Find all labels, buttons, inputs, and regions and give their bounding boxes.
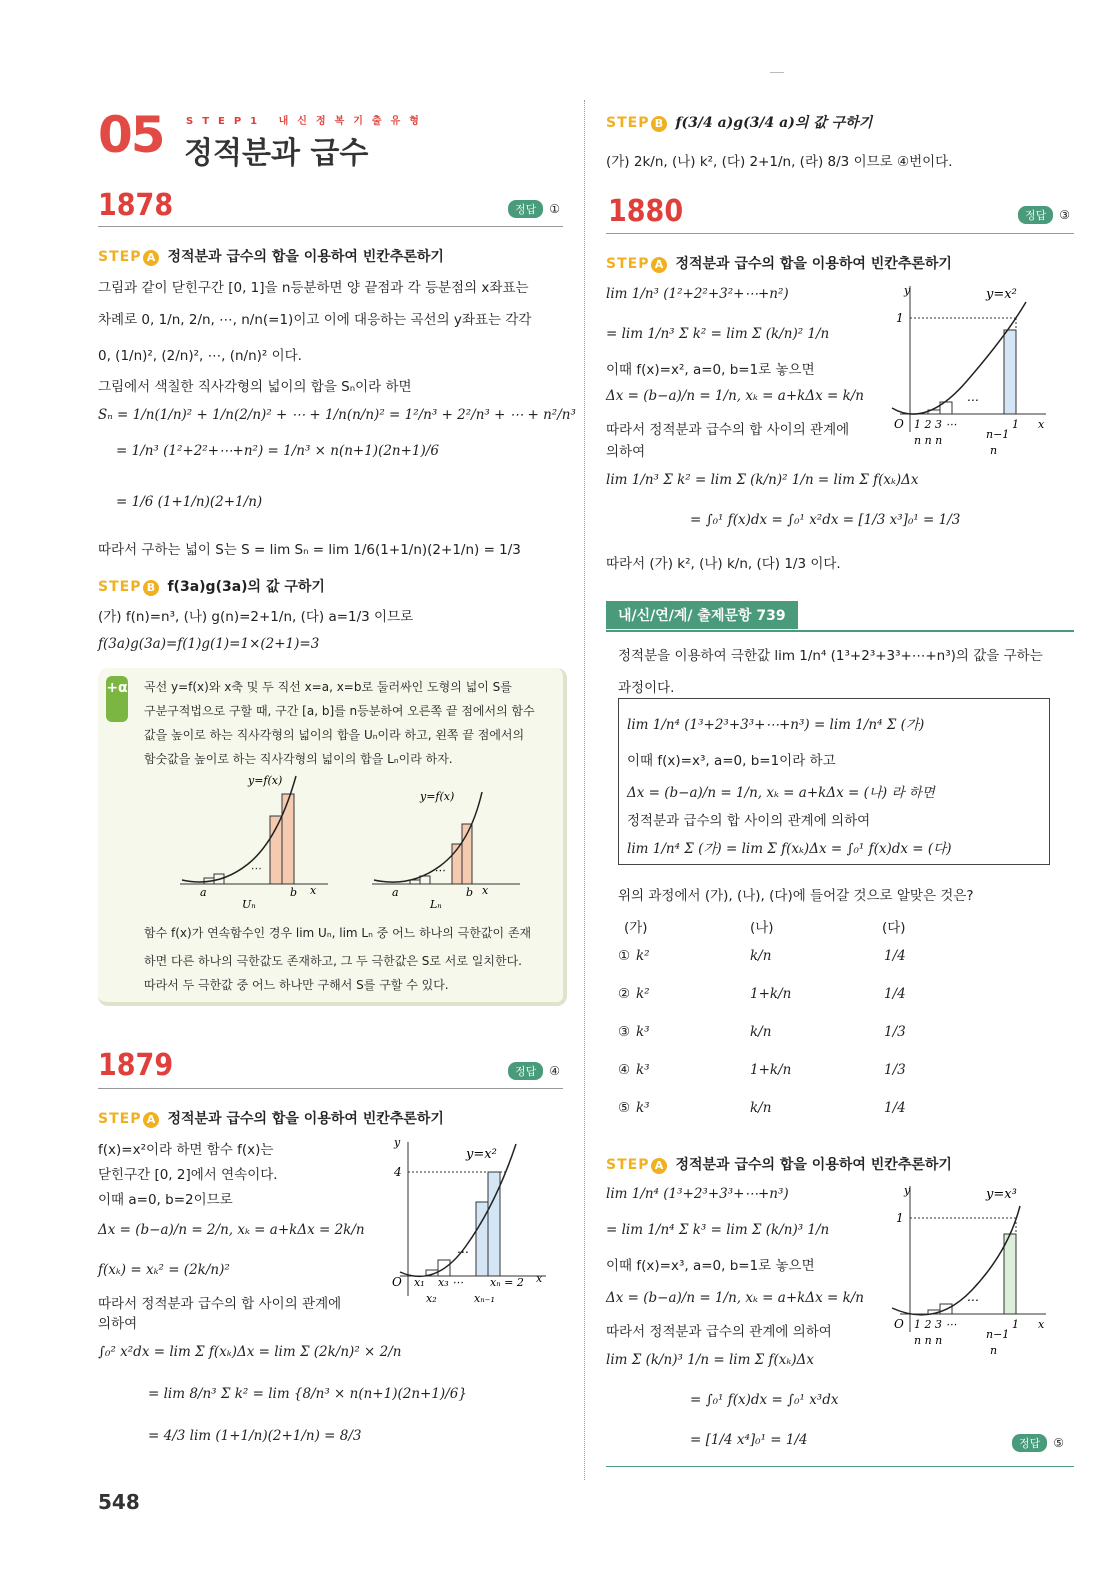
step-tag: STEP [606,1157,650,1173]
step-a-1878 [98,246,444,266]
step-tag: STEP [98,1111,142,1127]
text-line: 이때 f(x)=x³, a=0, b=1로 놓으면 [606,1258,815,1274]
choice-da: 1/4 [884,1100,906,1116]
page-number: 548 [98,1490,140,1514]
step-a-link [606,1154,952,1174]
text-line: 이때 f(x)=x², a=0, b=1로 놓으면 [606,362,815,378]
graph-y-value: 1 [896,311,904,325]
text-line: f(x)=x²이라 하면 함수 f(x)는 [98,1142,274,1158]
answer-badge: 정답 [508,200,543,218]
graph-curve-label: y=x² [986,287,1017,302]
tip-line: 곡선 y=f(x)와 x축 및 두 직선 x=a, x=b로 둘러싸인 도형의 넓이 S를 [144,680,512,694]
svg-text:⋯: ⋯ [434,864,445,877]
answer-value: ④ [549,1064,561,1078]
choice-da: 1/4 [884,948,906,964]
step-title: f(3a)g(3a)의 값 구하기 [167,579,325,595]
svg-text:O: O [392,1275,402,1289]
tip-line: 따라서 두 극한값 중 어느 하나만 구해서 S를 구할 수 있다. [144,978,449,992]
problem-number-1880: 1880 [608,194,684,229]
text-line: 따라서 정적분과 급수의 합 사이의 관계에 [98,1296,342,1312]
choice-na: k/n [750,948,772,964]
tip-line: 구분구적법으로 구할 때, 구간 [a, b]를 n등분하여 오른쪽 끝 점에서의 함수 [144,704,535,718]
answer-badge: 정답 [1018,206,1053,224]
svg-text:⋯: ⋯ [456,1245,468,1259]
svg-text:1: 1 [1012,418,1019,431]
text-line: 정적분과 급수의 합 사이의 관계에 의하여 [627,813,871,829]
answer-badge: 정답 [1012,1434,1047,1452]
chapter-title: 정적분과 급수 [184,136,369,171]
svg-text:x: x [310,884,317,897]
tip-line: 함숫값을 높이로 하는 직사각형의 넓이의 합을 Lₙ이라 하자. [144,752,453,766]
equation-line: f(3a)g(3a)=f(1)g(1)=1×(2+1)=3 [98,636,320,652]
equation-line: lim Σ (k/n)³ 1/n = lim Σ f(xₖ)Δx [606,1352,814,1368]
tip-line: 함수 f(x)가 연속함수인 경우 lim Uₙ, lim Lₙ 중 어느 하나의 극한값이 존재 [144,926,532,940]
answer-1880 [1018,206,1070,224]
text-line: 그림에서 색칠한 직사각형의 넓이의 합을 Sₙ이라 하면 [98,379,412,395]
svg-text:y: y [904,1184,911,1197]
svg-text:b: b [466,886,474,899]
graph-link [886,1182,1062,1360]
svg-text:x: x [536,1272,543,1285]
step-letter-icon: A [651,257,667,273]
tip-line: 하면 다른 하나의 극한값도 존재하고, 그 두 극한값은 S로 서로 일치한다. [144,954,522,968]
choice-na: 1+k/n [750,1062,792,1078]
svg-text:x: x [1038,1318,1045,1331]
answer-value: ⑤ [1053,1436,1065,1450]
svg-text:y: y [904,284,911,297]
graph-curve-label: y=f(x) [248,774,283,787]
tip-line: 값을 높이로 하는 직사각형의 넓이의 합을 Uₙ이라 하고, 왼쪽 끝 점에서의 [144,728,525,742]
svg-text:1 2 3 ⋯: 1 2 3 ⋯ [914,418,957,431]
answer-1878 [508,200,560,218]
answer-link [1012,1434,1064,1452]
text-line: 닫힌구간 [0, 2]에서 연속이다. [98,1167,278,1183]
text-line: 그림과 같이 닫힌구간 [0, 1]을 n등분하면 양 끝점과 각 등분점의 x좌표는 [98,280,529,296]
problem-number-1878: 1878 [98,188,174,223]
text-line: 의하여 [606,444,646,460]
equation-line: = 1/n³ (1²+2²+⋯+n²) = 1/n³ × n(n+1)(2n+1)/6 [116,443,439,459]
choice-ga: k³ [636,1100,650,1116]
step-title: 정적분과 급수의 합을 이용하여 빈칸추론하기 [167,1111,444,1127]
choice-ga: k³ [636,1062,650,1078]
linked-problem-rule [606,630,1074,632]
choice-da: 1/4 [884,986,906,1002]
equation-line: = lim 1/n³ Σ k² = lim Σ (k/n)² 1/n [606,326,830,342]
equation-line: = ∫₀¹ f(x)dx = ∫₀¹ x³dx [690,1392,839,1408]
equation-line: = ∫₀¹ f(x)dx = ∫₀¹ x²dx = [1/3 x³]₀¹ = 1/3 [690,512,961,528]
step-title: 정적분과 급수의 합을 이용하여 빈칸추론하기 [675,1157,952,1173]
choices-table [618,916,938,1126]
equation-line: = 4/3 lim (1+1/n)(2+1/n) = 8/3 [148,1428,362,1444]
text-line: 따라서 구하는 넓이 S는 S = lim Sₙ = lim 1/6(1+1/n)(2+1/n) = 1/3 [98,542,521,558]
question-text: 위의 과정에서 (가), (나), (다)에 들어갈 것으로 알맞은 것은? [618,888,974,904]
bottom-rule [606,1466,1074,1467]
step-letter-icon: B [651,116,667,132]
svg-text:a: a [392,886,399,899]
svg-text:y: y [394,1136,401,1149]
choice-na: k/n [750,1024,772,1040]
equation-line: = [1/4 x⁴]₀¹ = 1/4 [690,1432,808,1448]
chapter-number: 05 [98,106,164,164]
problem-number-1879: 1879 [98,1048,174,1083]
text-line: 이때 f(x)=x³, a=0, b=1이라 하고 [627,753,836,769]
graph-y-value: 1 [896,1211,904,1225]
text-line: 따라서 (가) k², (나) k/n, (다) 1/3 이다. [606,556,841,572]
equation-line: f(xₖ) = xₖ² = (2k/n)² [98,1262,230,1278]
step-b-1878 [98,576,325,596]
graph-curve-label: y=f(x) [420,790,455,803]
text-line: 과정이다. [618,680,675,696]
equation-line: Δx = (b−a)/n = 1/n, xₖ = a+kΔx = (나) 라 하면 [627,785,935,801]
choice-da: 1/3 [884,1062,906,1078]
choice-ga: k² [636,948,650,964]
question-box [618,698,1050,865]
graph-y-value: 4 [394,1165,402,1179]
step-title: 정적분과 급수의 합을 이용하여 빈칸추론하기 [675,256,952,272]
equation-line: lim 1/n⁴ (1³+2³+3³+⋯+n³) [606,1186,789,1202]
svg-text:b: b [290,886,298,899]
svg-text:a: a [200,886,207,899]
step-b-1879 [606,112,872,132]
svg-text:x₂: x₂ [426,1292,437,1305]
divider-1880 [606,233,1074,234]
equation-line: lim 1/n³ Σ k² = lim Σ (k/n)² 1/n = lim Σ f(xₖ)Δx [606,472,919,488]
choice-number[interactable]: ① [618,948,631,964]
text-line: (가) f(n)=n³, (나) g(n)=2+1/n, (다) a=1/3 이므로 [98,609,414,625]
equation-line: = lim 8/n³ Σ k² = lim {8/n³ × n(n+1)(2n+1)/6} [148,1386,467,1402]
text-line: 따라서 정적분과 급수의 관계에 의하여 [606,1324,832,1340]
text-line: 차례로 0, 1/n, 2/n, ⋯, n/n(=1)이고 이에 대응하는 곡선의 y좌표는 각각 [98,312,532,328]
col-head: (가) [624,920,648,936]
svg-text:n: n [990,444,998,457]
choice-na: k/n [750,1100,772,1116]
graph-curve-label: y=x² [466,1147,497,1162]
chapter-header [98,106,558,170]
text-line: 의하여 [98,1316,138,1332]
graph-upper-sum [178,768,338,908]
step-letter-icon: A [651,1158,667,1174]
answer-value: ③ [1059,208,1071,222]
equation-line: Δx = (b−a)/n = 2/n, xₖ = a+kΔx = 2k/n [98,1222,365,1238]
choice-number[interactable]: ④ [618,1062,631,1078]
step-tag: STEP [98,579,142,595]
step-a-1879 [98,1108,444,1128]
equation-line: = 1/6 (1+1/n)(2+1/n) [116,494,263,510]
graph-lower-sum [370,788,530,908]
linked-problem-header: 내/신/연/계/ 출제문항 739 [606,601,798,629]
choice-ga: k³ [636,1024,650,1040]
text-line: (가) 2k/n, (나) k², (다) 2+1/n, (라) 8/3 이므로 ④번이다. [606,154,953,170]
step-tag: STEP [606,115,650,131]
choice-ga: k² [636,986,650,1002]
text-line: 따라서 정적분과 급수의 합 사이의 관계에 [606,422,850,438]
answer-badge: 정답 [508,1062,543,1080]
svg-text:n−1: n−1 [986,1328,1010,1341]
graph-1880 [886,282,1062,460]
graph-name: Lₙ [430,898,442,908]
equation-line: Δx = (b−a)/n = 1/n, xₖ = a+kΔx = k/n [606,1290,864,1306]
column-divider [584,100,585,1480]
choice-number[interactable]: ③ [618,1024,631,1040]
svg-text:x₃ ⋯: x₃ ⋯ [438,1276,464,1289]
text-line: 이때 a=0, b=2이므로 [98,1192,233,1208]
svg-text:x: x [482,884,489,897]
tip-box [98,668,567,1006]
choice-number[interactable]: ② [618,986,631,1002]
svg-text:O: O [894,417,904,431]
answer-1879 [508,1062,560,1080]
step-letter-icon: B [143,580,159,596]
svg-text:⋯: ⋯ [966,1293,978,1307]
svg-text:n n n: n n n [914,1334,943,1347]
svg-text:n−1: n−1 [986,428,1010,441]
equation-line: Sₙ = 1/n(1/n)² + 1/n(2/n)² + ⋯ + 1/n(n/n)² = 1²/n³ + 2²/n³ + ⋯ + n²/n³ [98,407,576,423]
svg-text:x: x [1038,418,1045,431]
step-a-1880 [606,253,952,273]
svg-text:n: n [990,1344,998,1357]
svg-text:xₙ = 2: xₙ = 2 [490,1276,524,1289]
graph-curve-label: y=x³ [986,1187,1017,1202]
step-tag: STEP [606,256,650,272]
chapter-step-label: STEP1 내신정복기출유형 [186,116,428,127]
svg-text:1: 1 [1012,1318,1019,1331]
svg-text:xₙ₋₁: xₙ₋₁ [474,1292,495,1305]
equation-line: lim 1/n⁴ (1³+2³+3³+⋯+n³) = lim 1/n⁴ Σ (가) [627,717,925,733]
svg-text:⋯: ⋯ [966,393,978,407]
col-head: (나) [750,920,774,936]
equation-line: lim 1/n⁴ Σ (가) = lim Σ f(xₖ)Δx = ∫₀¹ f(x)dx = (다) [627,841,952,857]
equation-line: Δx = (b−a)/n = 1/n, xₖ = a+kΔx = k/n [606,388,864,404]
step-title: f(3/4 a)g(3/4 a)의 값 구하기 [675,115,873,131]
answer-value: ① [549,202,561,216]
text-line: 0, (1/n)², (2/n)², ⋯, (n/n)² 이다. [98,348,302,364]
svg-text:n n n: n n n [914,434,943,447]
choice-number[interactable]: ⑤ [618,1100,631,1116]
svg-text:⋯: ⋯ [250,862,261,875]
text-line: 정적분을 이용하여 극한값 lim 1/n⁴ (1³+2³+3³+⋯+n³)의 값을 구하는 [618,648,1043,664]
equation-line: = lim 1/n⁴ Σ k³ = lim Σ (k/n)³ 1/n [606,1222,830,1238]
graph-1879 [386,1136,556,1308]
svg-text:x₁: x₁ [414,1276,425,1289]
equation-line: ∫₀² x²dx = lim Σ f(xₖ)Δx = lim Σ (2k/n)² × 2/n [98,1344,402,1360]
step-letter-icon: A [143,250,159,266]
col-head: (다) [882,920,906,936]
step-tag: STEP [98,249,142,265]
svg-text:1 2 3 ⋯: 1 2 3 ⋯ [914,1318,957,1331]
top-mark [770,72,784,73]
graph-name: Uₙ [242,898,256,908]
choice-da: 1/3 [884,1024,906,1040]
divider-1879 [98,1088,563,1089]
svg-text:O: O [894,1317,904,1331]
step-letter-icon: A [143,1112,159,1128]
equation-line: lim 1/n³ (1²+2²+3²+⋯+n²) [606,286,789,302]
step-title: 정적분과 급수의 합을 이용하여 빈칸추론하기 [167,249,444,265]
divider-1878 [98,226,563,227]
choice-na: 1+k/n [750,986,792,1002]
plus-alpha-icon: +α [106,676,128,722]
linked-problem [606,601,1074,629]
